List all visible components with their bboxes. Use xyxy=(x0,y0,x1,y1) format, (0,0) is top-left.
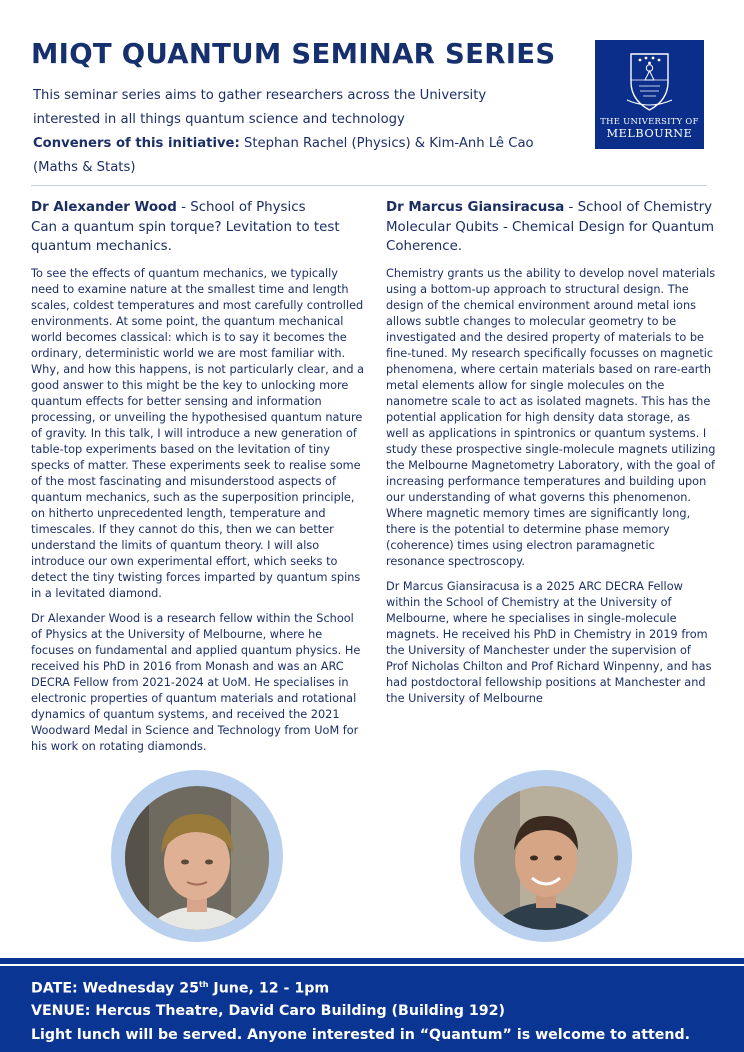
event-venue: VENUE: Hercus Theatre, David Caro Building (Building 192) xyxy=(31,1003,505,1019)
footer-stripe xyxy=(0,964,744,966)
speaker-name: Dr Alexander Wood xyxy=(31,200,177,215)
event-date: DATE: Wednesday 25th June, 12 - 1pm xyxy=(31,980,330,997)
speaker-column-right xyxy=(386,198,716,707)
logo-text-melbourne: MELBOURNE xyxy=(606,127,693,140)
event-footer xyxy=(0,958,744,1052)
speaker-column-left xyxy=(31,198,365,755)
speaker-bio: Dr Alexander Wood is a research fellow within the School of Physics at the University of Melbourne, where he focuses on fundamental and applied quantum physics. He received his PhD in 2016 from Monash and was an ARC DECRA Fellow from 2021-2024 at UoM. He specialises in electronic properties of quantum materials and rotational dynamics of quantum systems, and received the 2021 Woodward Medal in Science and Technology from UoM for his work on rotating diamonds. xyxy=(31,612,361,753)
intro-block xyxy=(33,84,573,180)
page-title: MIQT QUANTUM SEMINAR SERIES xyxy=(31,38,556,70)
talk-abstract: To see the effects of quantum mechanics, we typically need to examine nature at the smallest time and length scales, coldest temperatures and most carefully controlled environments. At some point, the quantum mechanical world becomes classical: which is to say it becomes the ordinary, deterministic world we are most familiar with. Why, and how this happens, is not particularly clear, and a good answer to this might be the key to unlocking more quantum effects for better sensing and information processing, or unveiling the hypothesised quantum nature of gravity. In this talk, I will introduce a new generation of table-top experiments based on the levitation of tiny specks of matter. These experiments seek to realise some of the most fascinating and misunderstood aspects of quantum mechanics, such as the superposition principle, on hitherto unprecedented length, temperature and timescales. If they cannot do this, then we can better understand the limits of quantum theory. I will also introduce our own experimental effort, which seeks to detect the tiny twisting forces imparted by quantum spins in a levitated diamond. xyxy=(31,267,365,600)
logo-text-university-of: THE UNIVERSITY OF xyxy=(600,116,699,126)
talk-title: Molecular Qubits - Chemical Design for Quantum Coherence. xyxy=(386,220,715,254)
speaker-name: Dr Marcus Giansiracusa xyxy=(386,200,565,215)
conveners-line xyxy=(33,132,573,156)
speaker-heading xyxy=(31,198,365,218)
conveners-label: Conveners of this initiative: xyxy=(33,136,240,151)
speaker-affiliation: - School of Chemistry xyxy=(564,200,712,215)
talk-abstract: Chemistry grants us the ability to develop novel materials using a bottom-up approach to structural design. The design of the chemical environment around metal ions allows subtle changes to molecular geometry to be investigated and the desired property of materials to be fine-tuned. My research specifically focusses on magnetic phenomena, where certain materials based on rare-earth metal elements allow for single molecules on the nanometre scale to act as isolated magnets. This has the potential application for high density data storage, as well as applications in spintronics or quantum systems. I study these prospective single-molecule magnets utilizing the Melbourne Magnetometry Laboratory, with the goal of increasing performance temperatures and building upon our understanding of what governs this phenomenon. Where magnetic memory times are significantly long, there is the potential to determine phase memory (coherence) times using electron paramagnetic resonance spectroscopy. xyxy=(386,267,716,568)
intro-line-2: interested in all things quantum science and technology xyxy=(33,112,405,127)
intro-line-1: This seminar series aims to gather researchers across the University xyxy=(33,88,487,103)
conveners-line-2: (Maths & Stats) xyxy=(33,160,136,175)
event-note: Light lunch will be served. Anyone interested in “Quantum” is welcome to attend. xyxy=(31,1027,691,1043)
header-divider xyxy=(31,185,707,186)
speaker-photo-wood xyxy=(111,770,283,942)
speaker-affiliation: - School of Physics xyxy=(176,200,306,215)
university-logo xyxy=(595,40,704,149)
speaker-bio: Dr Marcus Giansiracusa is a 2025 ARC DECRA Fellow within the School of Chemistry at the University of Melbourne, where he specialises in single-molecule magnets. He received his PhD in Chemistry in 2019 from the University of Manchester under the supervision of Prof Nicholas Chilton and Prof Richard Winpenny, and has had postdoctoral fellowship positions at Manchester and the University of Melbourne xyxy=(386,580,712,705)
speaker-photo-giansiracusa xyxy=(460,770,632,942)
speaker-heading xyxy=(386,198,716,218)
conveners-names: Stephan Rachel (Physics) & Kim-Anh Lê Cao xyxy=(243,136,534,151)
talk-title: Can a quantum spin torque? Levitation to test quantum mechanics. xyxy=(31,220,340,254)
